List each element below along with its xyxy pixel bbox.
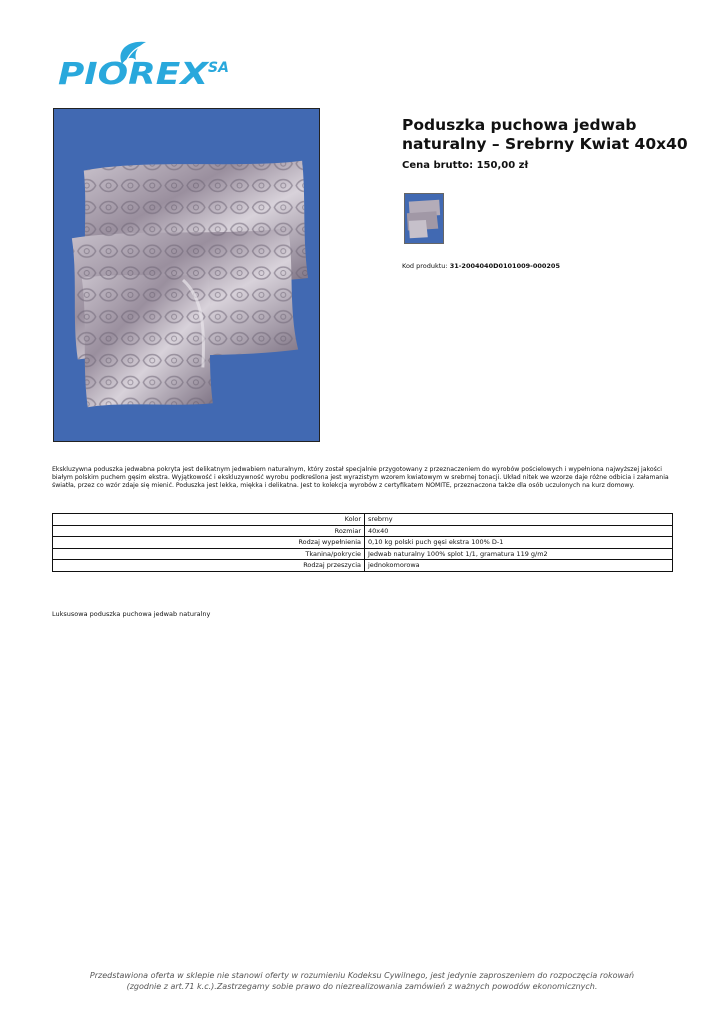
product-title: Poduszka puchowa jedwab naturalny – Srebrny Kwiat 40x40 <box>402 116 688 153</box>
table-row <box>53 548 673 560</box>
spec-label: Tkanina/pokrycie <box>53 548 365 560</box>
product-price: Cena brutto: 150,00 zł <box>402 160 529 171</box>
spec-value: 40x40 <box>365 525 673 537</box>
product-subtitle: Luksusowa poduszka puchowa jedwab naturalny <box>52 610 211 618</box>
pillow-photo <box>54 109 319 441</box>
legal-disclaimer: Przedstawiona oferta w sklepie nie stanowi oferty w rozumieniu Kodeksu Cywilnego, jest jedynie zaproszeniem do rozpoczęcia rokowań (zgodnie z art.71 k.c.).Zastrzegamy sobie prawo do niezrealizowania zamówień z ważnych powodów ekonomicznych. <box>89 971 635 991</box>
product-code-label: Kod produktu: <box>402 262 448 270</box>
product-code-value: 31-2004040D0101009-000205 <box>449 262 560 270</box>
svg-text:SA: SA <box>208 60 229 76</box>
brand-logo[interactable] <box>56 38 241 90</box>
product-thumbnail[interactable] <box>404 193 444 244</box>
product-description: Ekskluzywna poduszka jedwabna pokryta jest delikatnym jedwabiem naturalnym, który został specjalnie przygotowany z przeznaczeniem do wyrobów pościelowych i wypełniona najwyższej jakości białym polskim puchem gęsim ekstra. Wyjątkowość i ekskluzywność wyrobu podkreślona jest wyrazistym wzorem kwiatowym w srebrnej tonacji. Układ nitek we wzorze daje różne odbicia i załamania światła, przez co wzór zdaje się mienić. Poduszka jest lekka, miękka i delikatna. Jest to kolekcja wyrobów z certyfikatem NOMITE, przeznaczona także dla osób uczulonych na kurz domowy. <box>52 466 669 489</box>
spec-value: srebrny <box>365 514 673 526</box>
table-row <box>53 514 673 526</box>
thumbnail-photo <box>405 194 443 243</box>
spec-value: Jedwab naturalny 100% splot 1/1, gramatura 119 g/m2 <box>365 548 673 560</box>
spec-label: Rodzaj wypełnienia <box>53 537 365 549</box>
spec-value: jednokomorowa <box>365 560 673 572</box>
spec-label: Rodzaj przeszycia <box>53 560 365 572</box>
specs-table <box>52 513 673 572</box>
svg-text:PIOREX: PIOREX <box>58 57 211 90</box>
table-row <box>53 537 673 549</box>
table-row <box>53 560 673 572</box>
table-row <box>53 525 673 537</box>
spec-value: 0,10 kg polski puch gęsi ekstra 100% D-1 <box>365 537 673 549</box>
spec-label: Rozmiar <box>53 525 365 537</box>
spec-label: Kolor <box>53 514 365 526</box>
product-code <box>402 262 560 270</box>
logo-graphic <box>56 38 241 90</box>
product-main-image[interactable] <box>53 108 320 442</box>
